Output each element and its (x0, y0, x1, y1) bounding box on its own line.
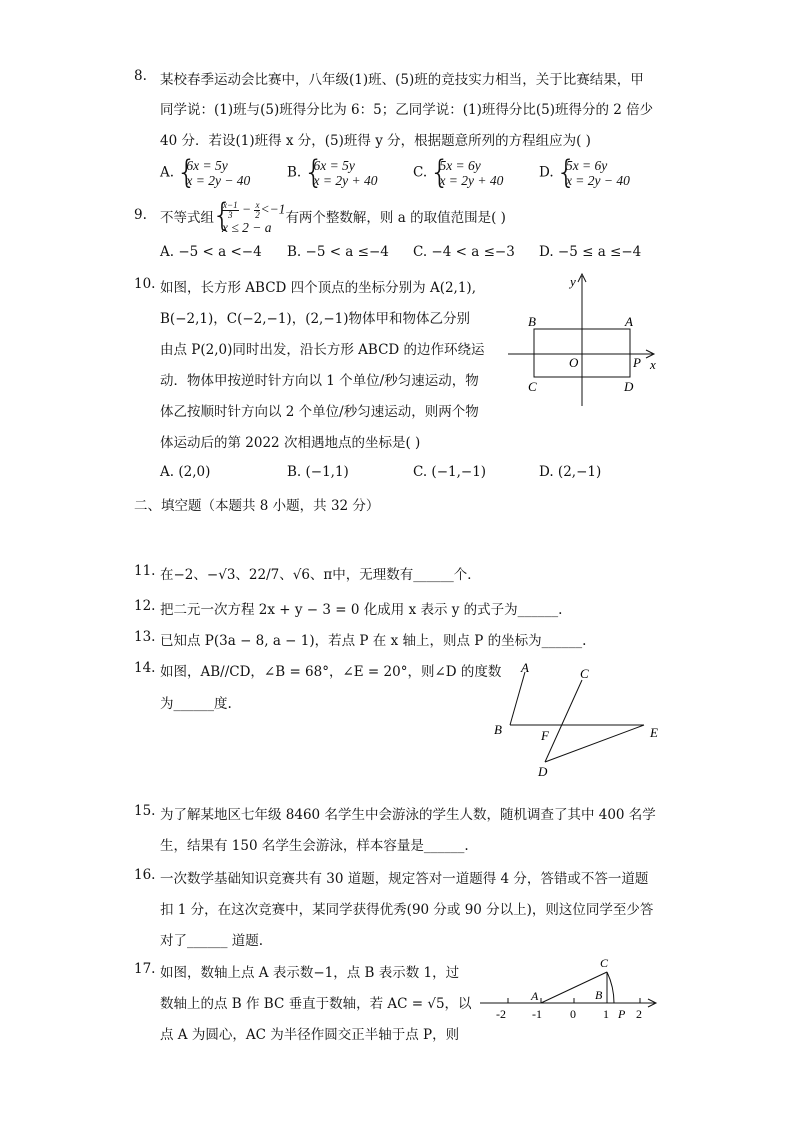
tick-label: 0 (570, 1007, 576, 1021)
q17-line2: 数轴上的点 B 作 BC 垂直于数轴，若 AC = √5，以 (160, 996, 472, 1012)
label-b: B (494, 722, 502, 737)
q16-number: 16. (134, 867, 156, 883)
segment-ab (510, 672, 525, 725)
q9-option-a[interactable]: A. −5 < a <−4 (160, 244, 262, 260)
q15-number: 15. (134, 803, 156, 819)
option-label: B. (287, 164, 302, 181)
label-e: E (650, 725, 658, 740)
q10-figure (500, 268, 670, 410)
fraction-denominator: 3 (228, 210, 233, 220)
label-b: B (595, 988, 603, 1002)
fraction-numerator: x (255, 200, 260, 210)
q10-number: 10. (134, 276, 156, 292)
label-x: x (650, 357, 656, 372)
option-label: C. (413, 164, 428, 181)
equation-system (306, 158, 378, 188)
equation: 6x = 5y (313, 158, 355, 173)
label-d: D (538, 764, 548, 779)
label-y: y (570, 274, 576, 289)
q11-text: 在−2、−√3、22/7、√6、π中，无理数有______个． (160, 567, 481, 583)
q14-line1: 如图，AB//CD，∠B = 68°，∠E = 20°，则∠D 的度数 (160, 664, 502, 680)
label-p: P (633, 355, 641, 370)
q15-line1: 为了解某地区七年级 8460 名学生中会游泳的学生人数，随机调查了其中 400 名学 (160, 807, 656, 823)
q14-line2: 为______度. (160, 696, 232, 712)
equation: x = 2y + 40 (439, 173, 504, 188)
label-d: D (624, 379, 634, 394)
tick-label: 1 (603, 1007, 609, 1021)
q10-line3: 由点 P(2,0)同时出发，沿长方形 ABCD 的边作环绕运 (160, 342, 485, 358)
q9-option-c[interactable]: C. −4 < a ≤−3 (413, 244, 515, 260)
equation-system (431, 158, 503, 188)
q14-figure (490, 658, 670, 782)
equation: 6x = 5y (186, 158, 228, 173)
label-b: B (528, 314, 536, 329)
section-heading: 二、填空题（本题共 8 小题，共 32 分） (134, 498, 380, 514)
tick-label: 2 (636, 1007, 642, 1021)
option-label: D. (539, 164, 554, 181)
q8-option-c[interactable] (413, 158, 503, 188)
q13-text: 已知点 P(3a − 8, a − 1)，若点 P 在 x 轴上，则点 P 的坐标为______. (160, 633, 587, 649)
q8-number: 8. (134, 68, 147, 84)
q8-option-b[interactable] (287, 158, 377, 188)
q10-option-c[interactable]: C. (−1,−1) (413, 464, 487, 480)
q9-option-b[interactable]: B. −5 < a ≤−4 (287, 244, 389, 260)
q9-suffix: 有两个整数解，则 a 的取值范围是( ) (285, 210, 506, 226)
q10-option-b[interactable]: B. (−1,1) (287, 464, 349, 480)
q10-line5: 体乙按顺时针方向以 2 个单位/秒匀速运动，则两个物 (160, 404, 479, 420)
q8-option-d[interactable] (539, 158, 630, 188)
q8-line2: 同学说：(1)班与(5)班得分比为 6：5；乙同学说：(1)班得分比(5)班得分的 2 倍少 (160, 102, 654, 118)
q16-line2: 扣 1 分，在这次竞赛中，某同学获得优秀(90 分或 90 分以上)，则这位同学至少答 (160, 902, 654, 918)
q8-line3: 40 分．若设(1)班得 x 分，(5)班得 y 分，根据题意所列的方程组应为( ) (160, 133, 591, 149)
label-c: C (580, 666, 589, 681)
q10-option-d[interactable]: D. (2,−1) (539, 464, 602, 480)
option-label: A. (160, 164, 175, 181)
q9-stem (160, 201, 506, 236)
fraction-numerator: { x−1 (223, 200, 238, 210)
q10-option-a[interactable]: A. (2,0) (160, 464, 211, 480)
q12-text: 把二元一次方程 2x + y − 3 = 0 化成用 x 表示 y 的式子为______. (160, 602, 563, 618)
label-c: C (528, 379, 537, 394)
arc-cp (607, 972, 614, 1003)
segment-de (545, 725, 644, 762)
q17-figure (476, 955, 666, 1025)
label-c: C (600, 956, 609, 970)
q9-option-d[interactable]: D. −5 ≤ a ≤−4 (539, 244, 642, 260)
q8-line1: 某校春季运动会比赛中，八年级(1)班、(5)班的竞技实力相当，关于比赛结果，甲 (160, 72, 644, 88)
fraction-denominator: 2 (255, 210, 260, 220)
label-f: F (541, 728, 549, 743)
q16-line1: 一次数学基础知识竞赛共有 30 道题，规定答对一道题得 4 分，答错或不答一道题 (160, 871, 649, 887)
segment-cd (545, 680, 582, 762)
q16-line3: 对了______ 道题. (160, 933, 264, 949)
q10-line6: 体运动后的第 2022 次相遇地点的坐标是( ) (160, 435, 421, 451)
label-a: A (625, 314, 633, 329)
q9-number: 9. (134, 207, 147, 223)
equation: 5x = 6y (439, 158, 481, 173)
q17-line3: 点 A 为圆心，AC 为半径作圆交正半轴于点 P，则 (160, 1027, 460, 1043)
tick-label: -1 (532, 1007, 542, 1021)
equation-system (558, 158, 630, 188)
tick-label: -2 (496, 1007, 506, 1021)
q10-line1: 如图，长方形 ABCD 四个顶点的坐标分别为 A(2,1), (160, 280, 476, 296)
equation: x = 2y − 40 (186, 173, 251, 188)
equation: x = 2y + 40 (313, 173, 378, 188)
inequality: x ≤ 2 − a (222, 220, 272, 235)
fraction (222, 201, 239, 220)
equation: 5x = 6y (565, 158, 608, 173)
inequality-tail: <−1 (260, 201, 286, 217)
q17-line1: 如图，数轴上点 A 表示数−1，点 B 表示数 1，过 (160, 965, 460, 981)
q10-line2: B(−2,1)，C(−2,−1)，(2,−1)物体甲和物体乙分别 (160, 311, 471, 327)
label-p: P (618, 1007, 626, 1021)
equation-system (178, 158, 250, 188)
inequality-system: { $\frac{x-1}{3}$ − $\frac{x}{2}$ <−1 x ≤ 2 − a (214, 201, 285, 236)
label-a: A (531, 989, 539, 1003)
q12-number: 12. (134, 598, 156, 614)
q9-prefix: 不等式组 (160, 210, 214, 226)
q13-number: 13. (134, 629, 156, 645)
q14-number: 14. (134, 660, 156, 676)
q10-line4: 动．物体甲按逆时针方向以 1 个单位/秒匀速运动，物 (160, 373, 479, 389)
label-o: O (569, 355, 579, 370)
equation: x = 2y − 40 (565, 173, 630, 188)
label-a: A (521, 660, 529, 675)
q17-number: 17. (134, 961, 156, 977)
q8-option-a[interactable] (160, 158, 250, 188)
q11-number: 11. (134, 563, 156, 579)
q15-line2: 生，结果有 150 名学生会游泳，样本容量是______. (160, 838, 469, 854)
